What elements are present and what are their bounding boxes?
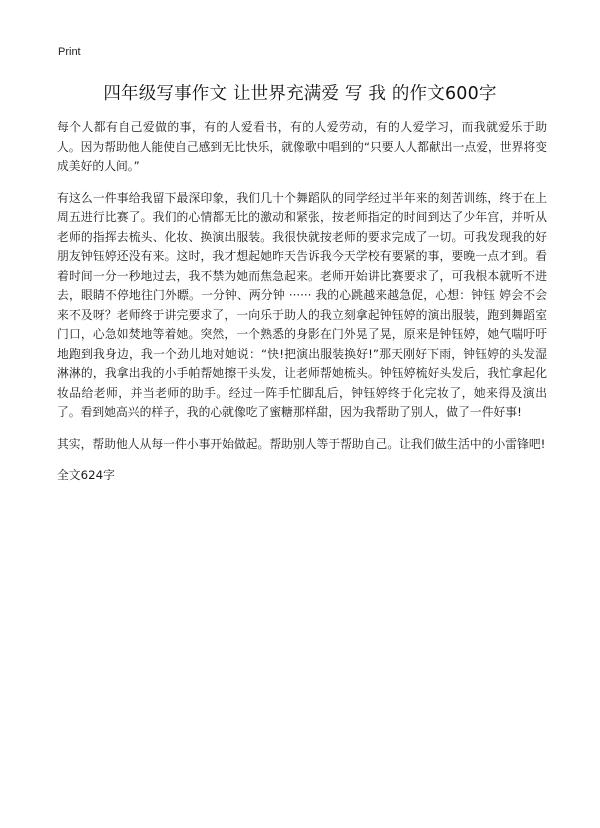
- article-body: [57, 118, 547, 486]
- word-count: 全文624字: [57, 468, 115, 482]
- print-label: Print: [58, 46, 81, 58]
- article-title: 四年级写事作文 让世界充满爱 写 我 的作文600字: [103, 84, 497, 104]
- paragraph-intro: 每个人都有自己爱做的事，有的人爱看书，有的人爱劳动，有的人爱学习，而我就爱乐于助人。因为帮助他人能使自己感到无比快乐，就像歌中唱到的“只要人人都献出一点爱，世界将变成美好的人间。”: [57, 120, 547, 173]
- paragraph-story: 有这么一件事给我留下最深印象，我们几十个舞蹈队的同学经过半年来的刻苦训练，终于在上周五进行比赛了。我们的心情都无比的激动和紧张，按老师指定的时间到达了少年宫，并听从老师的指挥去梳头、化妆、换演出服装。我很快就按老师的要求完成了一切。可我发现我的好朋友钟钰婷还没有来。这时，我才想起她昨天告诉我今天学校有要紧的事，要晚一点才到。看着时间一分一秒地过去，我不禁为她而焦急起来。老师开始讲比赛要求了，可我根本就听不进去，眼睛不停地往门外瞟。一分钟、两分钟 ······ 我的心跳越来越急促，心想：钟钰 婷会不会来不及呀？老师终于讲完要求了，一向乐于助人的我立刻拿起钟钰婷的演出服装，跑到舞蹈室门口，心急如焚地等着她。突然，一个熟悉的身影在门外晃了晃，原来是钟钰婷，她气喘吁吁地跑到我身边，我一个劲儿地对她说：“快!把演出服装换好!”那天刚好下雨，钟钰婷的头发湿淋淋的，我拿出我的小手帕帮她擦干头发，让老师帮她梳头。钟钰婷梳好头发后，我忙拿起化妆品给老师，并当老师的助手。经过一阵手忙脚乱后，钟钰婷终于化完妆了，她来得及演出了。看到她高兴的样子，我的心就像吃了蜜糖那样甜，因为我帮助了别人，做了一件好事!: [57, 190, 547, 419]
- paragraph-conclusion: 其实，帮助他人从每一件小事开始做起。帮助别人等于帮助自己。让我们做生活中的小雷锋吧!: [57, 436, 546, 451]
